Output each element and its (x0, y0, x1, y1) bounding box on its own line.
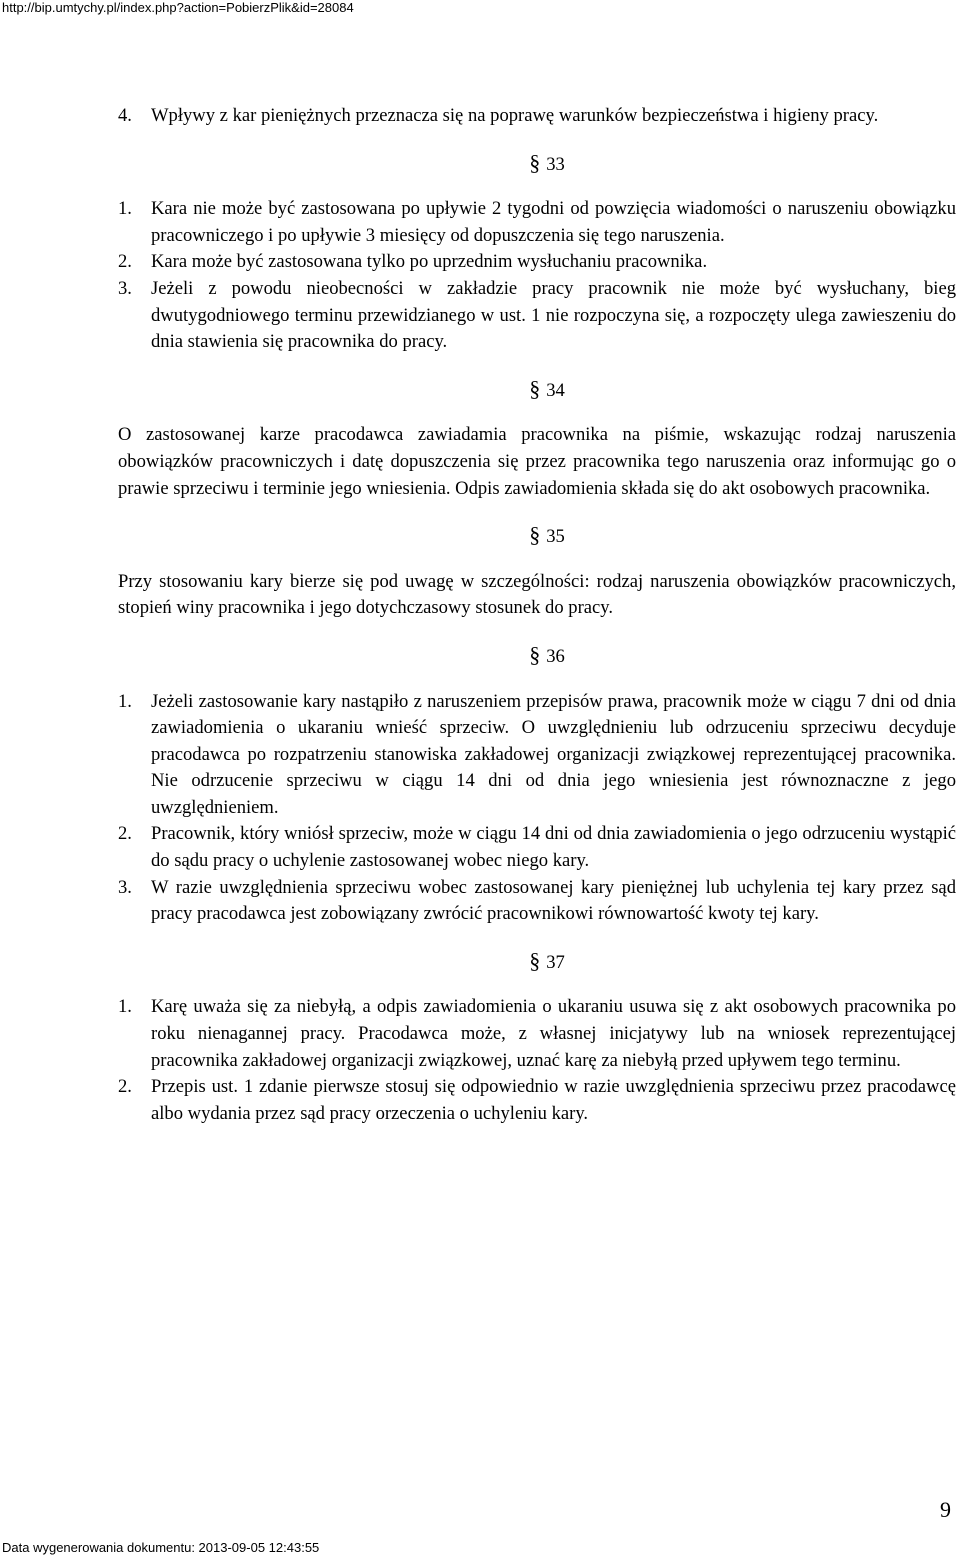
item-text: Wpływy z kar pieniężnych przeznacza się na poprawę warunków bezpieczeństwa i higieny pracy. (151, 105, 879, 126)
list-item (118, 196, 956, 249)
list-item (118, 103, 956, 130)
page-number: 9 (940, 1497, 951, 1522)
section-number: 36 (546, 645, 565, 667)
item-number: 2. (118, 251, 132, 273)
document-body (118, 103, 956, 1127)
section-symbol: § (529, 522, 541, 548)
item-text: W razie uwzględnienia sprzeciwu wobec zastosowanej kary pieniężnej lub uchylenia tej kary przez sąd pracy pracodawca jest zobowiązany zwrócić pracownikowi równowartość kwoty tej kary. (151, 876, 956, 925)
list-item (118, 875, 956, 928)
section-symbol: § (529, 641, 541, 667)
item-number: 1. (118, 198, 132, 220)
list-item (118, 689, 956, 822)
section-number: 35 (546, 526, 565, 548)
item-number: 2. (118, 823, 132, 845)
section-heading (118, 150, 956, 179)
generation-date-footer: Data wygenerowania dokumentu: 2013-09-05 12:43:55 (2, 1540, 320, 1555)
item-number: 3. (118, 876, 132, 898)
source-url: http://bip.umtychy.pl/index.php?action=PobierzPlik&id=28084 (2, 0, 354, 15)
item-text: Jeżeli z powodu nieobecności w zakładzie pracy pracownik nie może być wysłuchany, bieg dwutygodniowego terminu przewidzianego w ust. 1 nie rozpoczyna się, a rozpoczęty ulega zawieszeniu do dnia stawienia się pracownika do pracy. (151, 277, 956, 353)
item-text: Kara nie może być zastosowana po upływie 2 tygodni od powzięcia wiadomości o naruszeniu obowiązku pracowniczego i po upływie 3 miesięcy od dopuszczenia się tego naruszenia. (151, 198, 956, 246)
item-number: 1. (118, 996, 132, 1018)
paragraph: O zastosowanej karze pracodawca zawiadamia pracownika na piśmie, wskazując rodzaj naruszenia obowiązków pracowniczych i datę dopuszczenia się przez pracownika tego naruszenia oraz informując go o prawie sprzeciwu i terminie jego wniesienia. Odpis zawiadomienia składa się do akt osobowych pracownika. (118, 424, 956, 499)
item-number: 1. (118, 690, 132, 712)
section-heading (118, 642, 956, 671)
item-text: Karę uważa się za niebyłą, a odpis zawiadomienia o ukaraniu usuwa się z akt osobowych pracownika po roku nienagannej pracy. Pracodawca może, z własnej inicjatywy lub na wniosek reprezentującej pracownika zakładowej organizacji związkowej, uznać karę za niebyłą przed upływem tego terminu. (151, 996, 956, 1071)
section-symbol: § (529, 149, 541, 175)
section-number: 33 (546, 153, 565, 175)
section-symbol: § (529, 375, 541, 401)
list-item (118, 1074, 956, 1127)
item-text: Jeżeli zastosowanie kary nastąpiło z naruszeniem przepisów prawa, pracownik może w ciągu 7 dni od dnia zawiadomienia o ukaraniu wnieść sprzeciw. O uwzględnieniu lub odrzuceniu sprzeciwu decyduje pracodawca po rozpatrzeniu stanowiska zakładowej organizacji związkowej reprezentującej pracownika. Nie odrzucenie sprzeciwu w ciągu 14 dni od dnia jego wniesienia jest równoznaczne z jego uwzględnieniem. (151, 690, 956, 818)
section-number: 37 (546, 951, 565, 973)
paragraph: Przy stosowaniu kary bierze się pod uwagę w szczególności: rodzaj naruszenia obowiązków pracowniczych, stopień winy pracownika i jego dotychczasowy stosunek do pracy. (118, 570, 956, 619)
item-number: 2. (118, 1076, 132, 1098)
section-heading (118, 522, 956, 551)
section-heading (118, 376, 956, 405)
section-symbol: § (529, 947, 541, 973)
list-item (118, 276, 956, 356)
item-text: Pracownik, który wniósł sprzeciw, może w ciągu 14 dni od dnia zawiadomienia o jego odrzuceniu wystąpić do sądu pracy o uchylenie zastosowanej wobec niego kary. (151, 823, 956, 872)
list-item (118, 249, 956, 276)
list-item (118, 994, 956, 1074)
item-number: 4. (118, 105, 132, 126)
list-item (118, 821, 956, 874)
item-text: Kara może być zastosowana tylko po uprzednim wysłuchaniu pracownika. (151, 251, 708, 273)
item-text: Przepis ust. 1 zdanie pierwsze stosuj się odpowiednio w razie uwzględnienia sprzeciwu przez pracodawcę albo wydania przez sąd pracy orzeczenia o uchyleniu kary. (151, 1076, 956, 1124)
section-number: 34 (546, 379, 565, 401)
item-number: 3. (118, 277, 132, 299)
section-heading (118, 948, 956, 977)
